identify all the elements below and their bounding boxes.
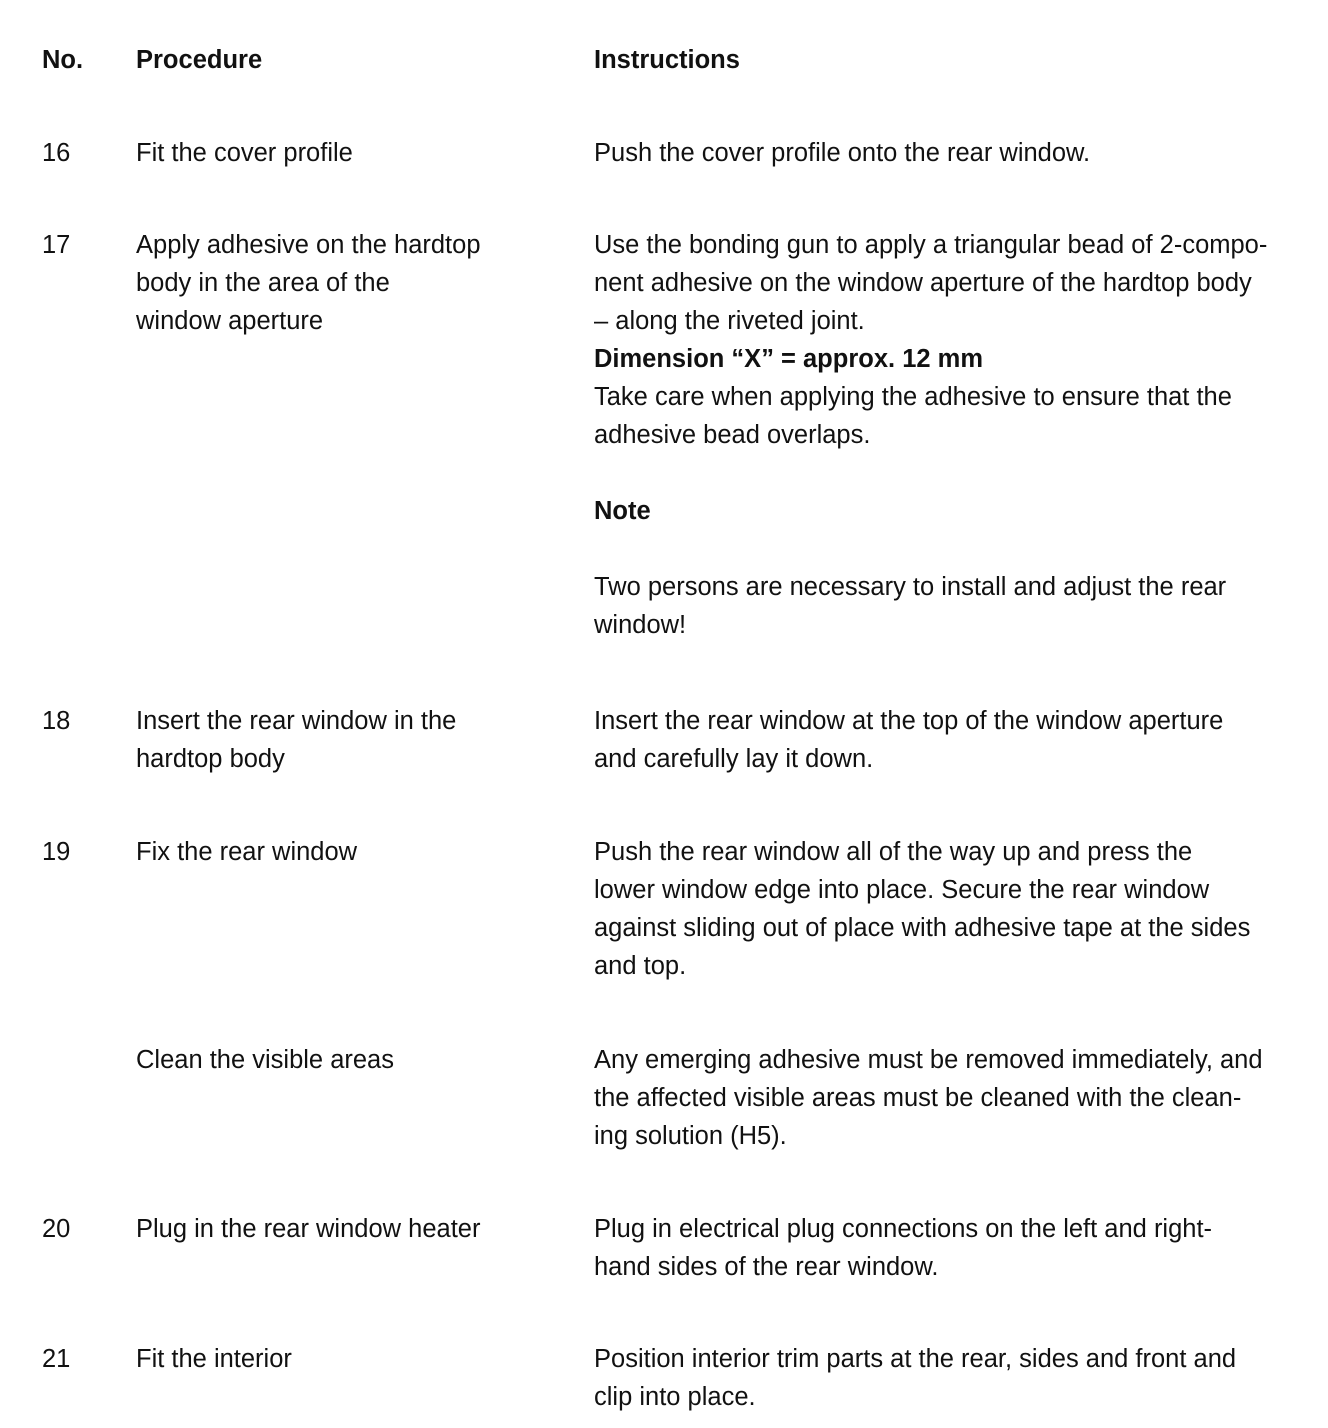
note-line: Two persons are necessary to install and adjust the rear — [594, 573, 1227, 601]
note-line: window! — [594, 611, 687, 639]
instruction-line: Use the bonding gun to apply a triangular bead of 2-compo- — [594, 231, 1268, 259]
instruction-line: and top. — [594, 952, 687, 980]
step-number: 20 — [42, 1215, 71, 1243]
procedure-text — [136, 1340, 556, 1378]
instruction-text — [594, 226, 1312, 644]
header-instructions: Instructions — [594, 46, 740, 74]
procedure-line: Insert the rear window in the — [136, 707, 457, 735]
procedure-line: body in the area of the — [136, 269, 390, 297]
procedure-line: Fit the cover profile — [136, 139, 353, 167]
procedure-line: Plug in the rear window heater — [136, 1215, 481, 1243]
instruction-text — [594, 134, 1312, 172]
instruction-line: Insert the rear window at the top of the window aperture — [594, 707, 1224, 735]
instruction-line: against sliding out of place with adhesive tape at the sides — [594, 914, 1251, 942]
procedure-text — [136, 226, 556, 340]
instruction-line: Any emerging adhesive must be removed immediately, and — [594, 1046, 1263, 1074]
procedure-line: hardtop body — [136, 745, 285, 773]
procedure-line: Apply adhesive on the hardtop — [136, 231, 481, 259]
procedure-text — [136, 1210, 556, 1248]
instruction-text — [594, 1210, 1312, 1286]
step-number: 19 — [42, 838, 71, 866]
instruction-line: lower window edge into place. Secure the rear window — [594, 876, 1210, 904]
instruction-line: hand sides of the rear window. — [594, 1253, 939, 1281]
header-procedure: Procedure — [136, 46, 263, 74]
step-number: 18 — [42, 707, 71, 735]
procedure-text — [136, 702, 556, 778]
spacer — [594, 454, 1312, 492]
step-number: 21 — [42, 1345, 71, 1373]
instruction-text — [594, 1041, 1312, 1155]
header-no: No. — [42, 46, 84, 74]
instruction-line: and carefully lay it down. — [594, 745, 874, 773]
instruction-line: – along the riveted joint. — [594, 307, 865, 335]
instruction-text — [594, 833, 1312, 985]
instruction-line: Push the cover profile onto the rear window. — [594, 139, 1091, 167]
instruction-line: Position interior trim parts at the rear, sides and front and — [594, 1345, 1237, 1373]
dimension-spec: Dimension “X” = approx. 12 mm — [594, 345, 983, 373]
instruction-line: Plug in electrical plug connections on the left and right- — [594, 1215, 1213, 1243]
procedure-line: window aperture — [136, 307, 324, 335]
instruction-text — [594, 1340, 1312, 1416]
instruction-line: nent adhesive on the window aperture of the hardtop body — [594, 269, 1252, 297]
note-title: Note — [594, 497, 651, 525]
instruction-line: clip into place. — [594, 1383, 756, 1411]
procedure-line: Fix the rear window — [136, 838, 358, 866]
instruction-line: adhesive bead overlaps. — [594, 421, 871, 449]
procedure-text — [136, 134, 556, 172]
instruction-line: the affected visible areas must be cleaned with the clean- — [594, 1084, 1242, 1112]
instruction-text — [594, 702, 1312, 778]
instruction-line: ing solution (H5). — [594, 1122, 787, 1150]
instruction-line: Take care when applying the adhesive to ensure that the — [594, 383, 1232, 411]
procedure-text — [136, 1041, 556, 1079]
procedure-line: Fit the interior — [136, 1345, 292, 1373]
step-number: 17 — [42, 231, 71, 259]
instruction-line: Push the rear window all of the way up and press the — [594, 838, 1193, 866]
step-number: 16 — [42, 139, 71, 167]
procedure-text — [136, 833, 556, 871]
spacer — [594, 530, 1312, 568]
procedure-line: Clean the visible areas — [136, 1046, 394, 1074]
